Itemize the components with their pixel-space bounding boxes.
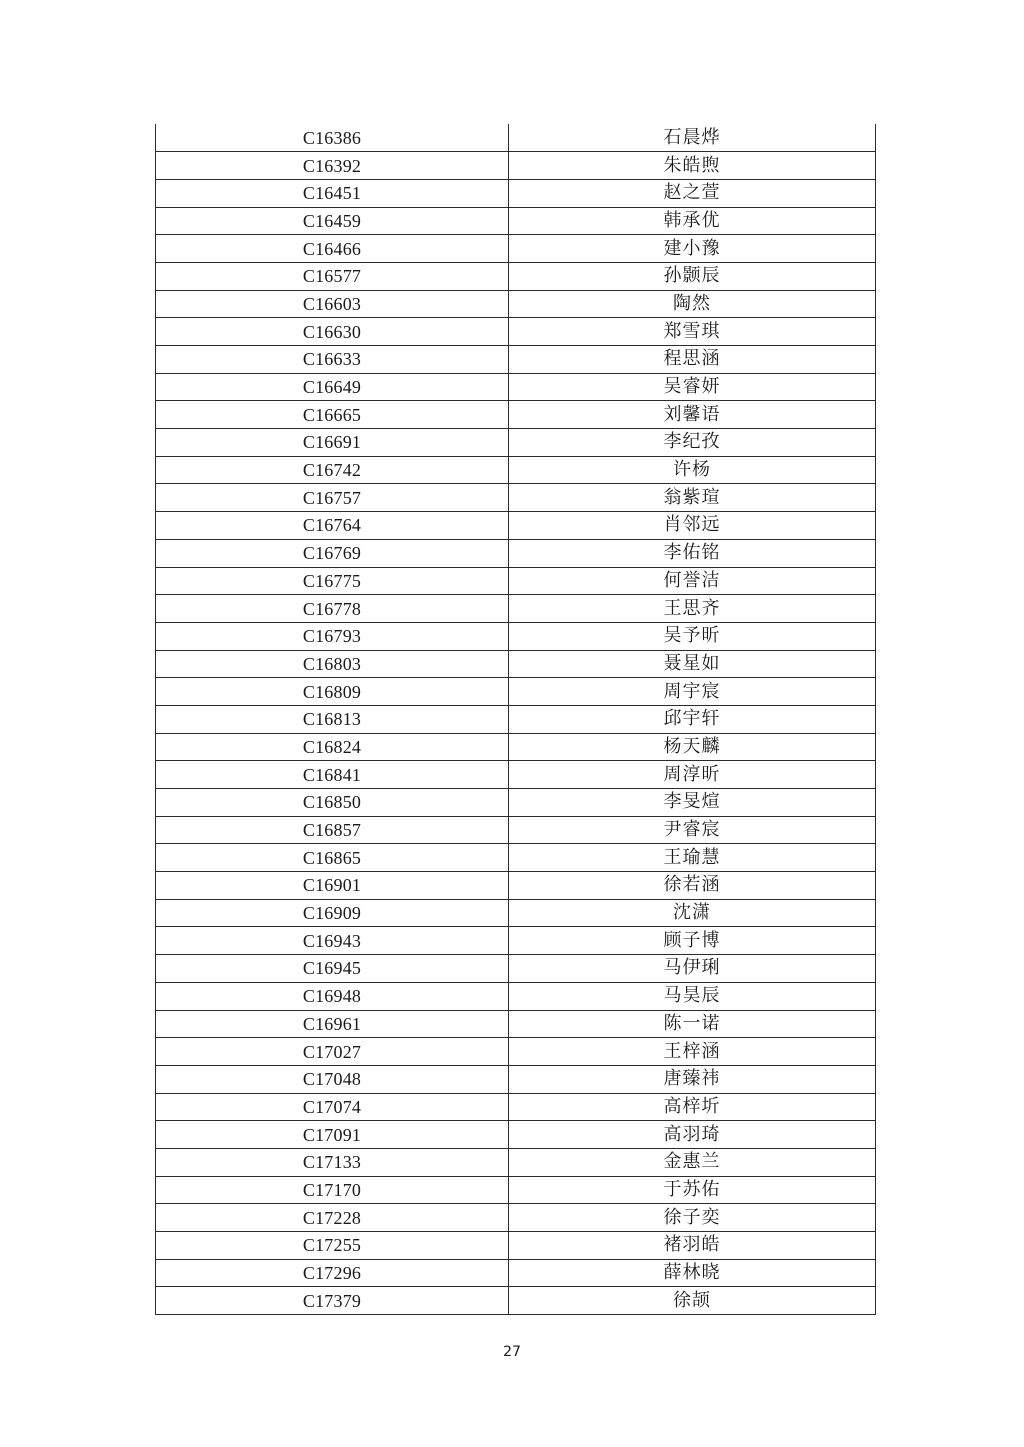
student-name-cell: 金惠兰 <box>509 1148 876 1176</box>
student-id-cell: C16813 <box>156 705 509 733</box>
table-row <box>156 1232 876 1260</box>
student-name-cell: 朱皓煦 <box>509 152 876 180</box>
page-number: 27 <box>503 1344 521 1360</box>
student-name-cell: 陈一诺 <box>509 1010 876 1038</box>
table-row <box>156 567 876 595</box>
table-row <box>156 982 876 1010</box>
table-row <box>156 456 876 484</box>
student-id-cell: C16466 <box>156 235 509 263</box>
student-id-cell: C16909 <box>156 899 509 927</box>
student-id-cell: C16757 <box>156 484 509 512</box>
table-row <box>156 816 876 844</box>
student-name-cell: 赵之萱 <box>509 179 876 207</box>
student-name-cell: 王思齐 <box>509 595 876 623</box>
table-row <box>156 1176 876 1204</box>
table-row <box>156 401 876 429</box>
student-name-cell: 何誉洁 <box>509 567 876 595</box>
student-id-cell: C17091 <box>156 1121 509 1149</box>
table-row <box>156 678 876 706</box>
table-row <box>156 955 876 983</box>
table-row <box>156 1010 876 1038</box>
table-row <box>156 595 876 623</box>
student-id-cell: C16392 <box>156 152 509 180</box>
student-id-cell: C16824 <box>156 733 509 761</box>
student-name-cell: 建小豫 <box>509 235 876 263</box>
student-name-cell: 程思涵 <box>509 346 876 374</box>
table-row <box>156 124 876 152</box>
student-name-cell: 王瑜慧 <box>509 844 876 872</box>
student-name-cell: 李佑铭 <box>509 539 876 567</box>
student-id-cell: C16778 <box>156 595 509 623</box>
student-id-cell: C16857 <box>156 816 509 844</box>
table-row <box>156 1121 876 1149</box>
table-row <box>156 1259 876 1287</box>
student-name-cell: 刘馨语 <box>509 401 876 429</box>
table-row <box>156 872 876 900</box>
student-id-cell: C16841 <box>156 761 509 789</box>
student-id-cell: C16943 <box>156 927 509 955</box>
student-name-cell: 徐若涵 <box>509 872 876 900</box>
roster-table <box>155 124 876 1315</box>
table-row <box>156 650 876 678</box>
student-id-cell: C16764 <box>156 512 509 540</box>
table-row <box>156 512 876 540</box>
table-row <box>156 429 876 457</box>
table-row <box>156 179 876 207</box>
student-id-cell: C16809 <box>156 678 509 706</box>
student-name-cell: 沈潇 <box>509 899 876 927</box>
table-row <box>156 235 876 263</box>
table-row <box>156 899 876 927</box>
table-row <box>156 622 876 650</box>
student-name-cell: 韩承优 <box>509 207 876 235</box>
table-row <box>156 207 876 235</box>
student-name-cell: 薛林晓 <box>509 1259 876 1287</box>
student-name-cell: 郑雪琪 <box>509 318 876 346</box>
table-row <box>156 1148 876 1176</box>
student-name-cell: 周宇宸 <box>509 678 876 706</box>
student-name-cell: 陶然 <box>509 290 876 318</box>
student-id-cell: C16451 <box>156 179 509 207</box>
student-name-cell: 褚羽皓 <box>509 1232 876 1260</box>
student-name-cell: 吴睿妍 <box>509 373 876 401</box>
student-id-cell: C16948 <box>156 982 509 1010</box>
student-name-cell: 邱宇轩 <box>509 705 876 733</box>
student-name-cell: 翁紫瑄 <box>509 484 876 512</box>
student-id-cell: C16775 <box>156 567 509 595</box>
table-row <box>156 290 876 318</box>
student-id-cell: C16630 <box>156 318 509 346</box>
student-id-cell: C16850 <box>156 789 509 817</box>
student-id-cell: C16665 <box>156 401 509 429</box>
student-name-cell: 杨天麟 <box>509 733 876 761</box>
student-id-cell: C16577 <box>156 262 509 290</box>
student-id-cell: C16803 <box>156 650 509 678</box>
student-id-cell: C17296 <box>156 1259 509 1287</box>
student-name-cell: 顾子博 <box>509 927 876 955</box>
table-row <box>156 789 876 817</box>
student-name-cell: 肖邻远 <box>509 512 876 540</box>
table-row <box>156 705 876 733</box>
table-row <box>156 1038 876 1066</box>
student-id-cell: C17228 <box>156 1204 509 1232</box>
student-name-cell: 徐子奕 <box>509 1204 876 1232</box>
student-name-cell: 尹睿宸 <box>509 816 876 844</box>
roster-table-body <box>156 124 876 1315</box>
student-name-cell: 马伊琍 <box>509 955 876 983</box>
student-id-cell: C17379 <box>156 1287 509 1315</box>
table-row <box>156 1093 876 1121</box>
table-row <box>156 1065 876 1093</box>
table-row <box>156 346 876 374</box>
table-row <box>156 373 876 401</box>
table-row <box>156 318 876 346</box>
student-id-cell: C16742 <box>156 456 509 484</box>
student-id-cell: C17170 <box>156 1176 509 1204</box>
student-name-cell: 吴予昕 <box>509 622 876 650</box>
table-row <box>156 539 876 567</box>
table-row <box>156 1204 876 1232</box>
student-name-cell: 唐臻祎 <box>509 1065 876 1093</box>
student-id-cell: C16649 <box>156 373 509 401</box>
table-row <box>156 1287 876 1315</box>
table-row <box>156 262 876 290</box>
table-row <box>156 844 876 872</box>
student-name-cell: 许杨 <box>509 456 876 484</box>
student-id-cell: C17133 <box>156 1148 509 1176</box>
student-id-cell: C16901 <box>156 872 509 900</box>
student-name-cell: 高羽琦 <box>509 1121 876 1149</box>
table-row <box>156 761 876 789</box>
student-id-cell: C17027 <box>156 1038 509 1066</box>
student-id-cell: C16961 <box>156 1010 509 1038</box>
student-id-cell: C17255 <box>156 1232 509 1260</box>
table-row <box>156 927 876 955</box>
student-id-cell: C16865 <box>156 844 509 872</box>
student-id-cell: C16633 <box>156 346 509 374</box>
student-id-cell: C16945 <box>156 955 509 983</box>
student-name-cell: 李旻煊 <box>509 789 876 817</box>
student-id-cell: C17074 <box>156 1093 509 1121</box>
table-row <box>156 152 876 180</box>
table-row <box>156 484 876 512</box>
student-id-cell: C16793 <box>156 622 509 650</box>
student-id-cell: C16603 <box>156 290 509 318</box>
student-name-cell: 孙颢辰 <box>509 262 876 290</box>
table-row <box>156 733 876 761</box>
student-name-cell: 王梓涵 <box>509 1038 876 1066</box>
student-id-cell: C16691 <box>156 429 509 457</box>
student-id-cell: C16459 <box>156 207 509 235</box>
student-name-cell: 李纪孜 <box>509 429 876 457</box>
student-name-cell: 马昊辰 <box>509 982 876 1010</box>
student-name-cell: 高梓圻 <box>509 1093 876 1121</box>
student-name-cell: 聂星如 <box>509 650 876 678</box>
student-name-cell: 徐颉 <box>509 1287 876 1315</box>
student-name-cell: 周淳昕 <box>509 761 876 789</box>
student-id-cell: C16769 <box>156 539 509 567</box>
student-name-cell: 于苏佑 <box>509 1176 876 1204</box>
student-name-cell: 石晨烨 <box>509 124 876 152</box>
student-id-cell: C17048 <box>156 1065 509 1093</box>
student-id-cell: C16386 <box>156 124 509 152</box>
